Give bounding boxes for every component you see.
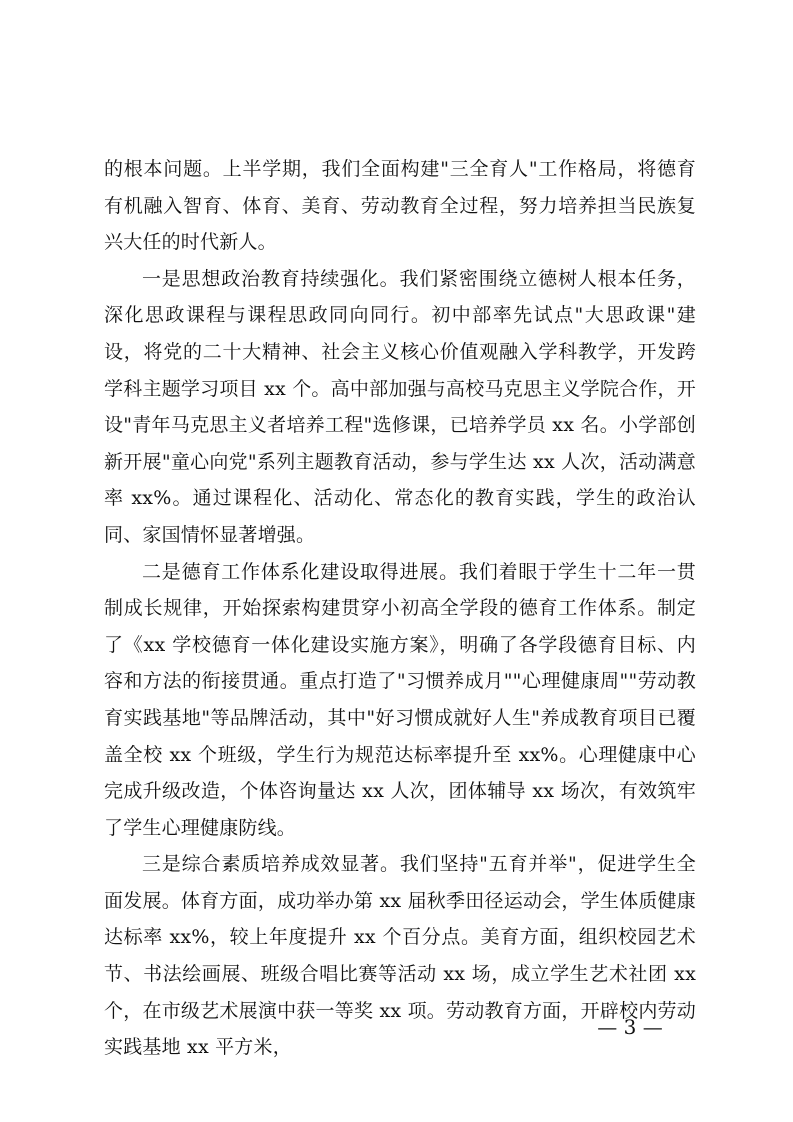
paragraph-ideological-education: 一是思想政治教育持续强化。我们紧密围绕立德树人根本任务，深化思政课程与课程思政同向同行。初中部率先试点"大思政课"建设，将党的二十大精神、社会主义核心价值观融入学科教学，开发跨学科主题学习项目 xx 个。高中部加强与高校马克思主义学院合作，开设"青年马克思主义者培养工程"选修课，已培养学员 xx 名。小学部创新开展"童心向党"系列主题教育活动，参与学生达 xx 人次，活动满意率 xx%。通过课程化、活动化、常态化的教育实践，学生的政治认同、家国情怀显著增强。 (104, 267, 696, 546)
paragraph-intro-continuation: 的根本问题。上半学期，我们全面构建"三全育人"工作格局，将德育有机融入智育、体育、美育、劳动教育全过程，努力培养担当民族复兴大任的时代新人。 (104, 158, 696, 254)
paragraph-moral-education-system: 二是德育工作体系化建设取得进展。我们着眼于学生十二年一贯制成长规律，开始探索构建贯穿小初高全学段的德育工作体系。制定了《xx 学校德育一体化建设实施方案》，明确了各学段德育目标、内容和方法的衔接贯通。重点打造了"习惯养成月""心理健康周""劳动教育实践基地"等品牌活动，其中"好习惯成就好人生"养成教育项目已覆盖全校 xx 个班级，学生行为规范达标率提升至 xx%。心理健康中心完成升级改造，个体咨询量达 xx 人次，团体辅导 xx 场次，有效筑牢了学生心理健康防线。 (104, 560, 696, 839)
page-number: — 3 — (597, 1015, 663, 1039)
paragraph-comprehensive-quality: 三是综合素质培养成效显著。我们坚持"五育并举"，促进学生全面发展。体育方面，成功举办第 xx 届秋季田径运动会，学生体质健康达标率 xx%，较上年度提升 xx 个百分点。美育方面，组织校园艺术节、书法绘画展、班级合唱比赛等活动 xx 场，成立学生艺术社团 xx 个，在市级艺术展演中获一等奖 xx 项。劳动教育方面，开辟校内劳动实践基地 xx 平方米， (104, 853, 696, 1059)
body-text (104, 151, 696, 1066)
